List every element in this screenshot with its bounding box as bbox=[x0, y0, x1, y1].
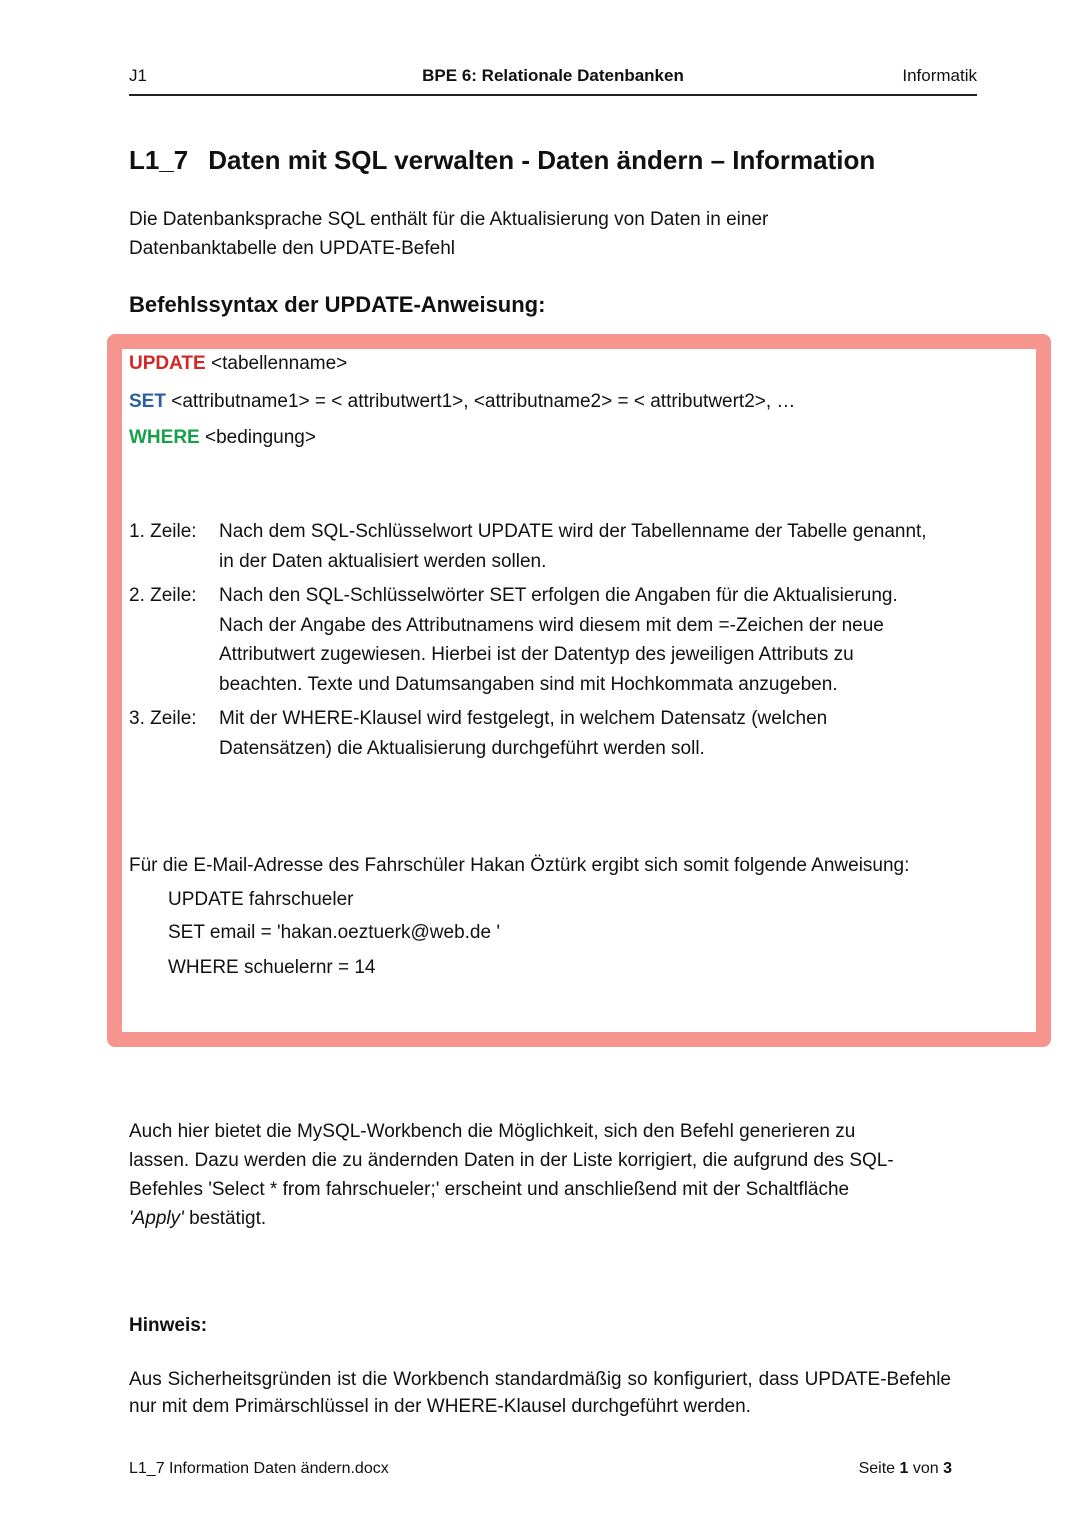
page-current: 1 bbox=[899, 1460, 909, 1477]
explanation-label: 1. Zeile: bbox=[129, 521, 197, 542]
paragraph-line: Auch hier bietet die MySQL-Workbench die Möglichkeit, sich den Befehl generieren zu bbox=[129, 1121, 856, 1142]
page-mid: von bbox=[908, 1460, 944, 1477]
explanation-line: beachten. Texte und Datumsangaben sind mit Hochkommata anzugeben. bbox=[219, 673, 838, 695]
explanation-row bbox=[129, 704, 959, 763]
intro-line: Die Datenbanksprache SQL enthält für die Aktualisierung von Daten in einer bbox=[129, 209, 769, 230]
syntax-set-line bbox=[129, 391, 795, 413]
example-code-line: WHERE schuelernr = 14 bbox=[168, 957, 376, 978]
footer-filename: L1_7 Information Daten ändern.docx bbox=[129, 1460, 389, 1477]
example-code-line: SET email = 'hakan.oeztuerk@web.de ' bbox=[168, 922, 500, 943]
paragraph-line-rest: bestätigt. bbox=[183, 1208, 267, 1229]
workbench-paragraph bbox=[129, 1117, 929, 1233]
footer-page-number bbox=[859, 1460, 952, 1478]
header-right: Informatik bbox=[902, 66, 977, 85]
syntax-heading: Befehlssyntax der UPDATE-Anweisung: bbox=[129, 292, 546, 317]
title-text: Daten mit SQL verwalten - Daten ändern – Information bbox=[208, 145, 876, 175]
page-header bbox=[129, 64, 977, 96]
explanation-row bbox=[129, 517, 959, 576]
header-left: J1 bbox=[129, 66, 147, 85]
page-total: 3 bbox=[943, 1460, 952, 1477]
keyword-set: SET bbox=[129, 391, 166, 412]
syntax-update-line bbox=[129, 353, 347, 375]
explanation-line: Mit der WHERE-Klausel wird festgelegt, in welchem Datensatz (welchen bbox=[219, 708, 828, 729]
keyword-where: WHERE bbox=[129, 427, 200, 448]
paragraph-line: Befehles 'Select * from fahrschueler;' erscheint und anschließend mit der Schaltfläche bbox=[129, 1179, 850, 1200]
explanation-line: in der Daten aktualisiert werden sollen. bbox=[219, 550, 547, 572]
syntax-where-rest: <bedingung> bbox=[199, 427, 316, 448]
intro-text bbox=[129, 205, 969, 263]
page-prefix: Seite bbox=[858, 1460, 900, 1477]
syntax-update-rest: <tabellenname> bbox=[205, 353, 348, 374]
syntax-where-line bbox=[129, 427, 316, 449]
paragraph-line bbox=[129, 1204, 929, 1233]
example-intro: Für die E-Mail-Adresse des Fahrschüler Hakan Öztürk ergibt sich somit folgende Anweisung: bbox=[129, 855, 910, 876]
explanation-line: Attributwert zugewiesen. Hierbei ist der Datentyp des jeweiligen Attributs zu bbox=[219, 644, 854, 665]
header-center: BPE 6: Relationale Datenbanken bbox=[422, 66, 684, 85]
keyword-update: UPDATE bbox=[129, 353, 206, 374]
page-title bbox=[129, 145, 875, 176]
syntax-set-rest: <attributname1> = < attributwert1>, <attributname2> = < attributwert2>, … bbox=[165, 391, 796, 412]
hint-text: Aus Sicherheitsgründen ist die Workbench standardmäßig so konfiguriert, dass UPDATE-Befehle nur mit dem Primärschlüssel in der WHERE-Klausel durchgeführt werden. bbox=[129, 1369, 951, 1417]
paragraph-line: lassen. Dazu werden die zu ändernden Daten in der Liste korrigiert, die aufgrund des SQL- bbox=[129, 1150, 894, 1171]
apply-button-ref: 'Apply' bbox=[129, 1208, 184, 1229]
hint-heading: Hinweis: bbox=[129, 1315, 208, 1336]
explanation-row bbox=[129, 581, 959, 699]
explanation-line: Datensätzen) die Aktualisierung durchgeführt werden soll. bbox=[219, 737, 705, 759]
explanation-line: Nach dem SQL-Schlüsselwort UPDATE wird der Tabellenname der Tabelle genannt, bbox=[219, 521, 927, 542]
explanation-line: Nach der Angabe des Attributnamens wird diesem mit dem =-Zeichen der neue bbox=[219, 614, 884, 636]
explanation-line: Nach den SQL-Schlüsselwörter SET erfolgen die Angaben für die Aktualisierung. bbox=[219, 585, 898, 606]
title-code: L1_7 bbox=[129, 145, 189, 175]
example-code-line: UPDATE fahrschueler bbox=[168, 889, 354, 910]
explanation-label: 3. Zeile: bbox=[129, 708, 197, 729]
intro-line: Datenbanktabelle den UPDATE-Befehl bbox=[129, 238, 456, 259]
explanation-label: 2. Zeile: bbox=[129, 585, 197, 606]
